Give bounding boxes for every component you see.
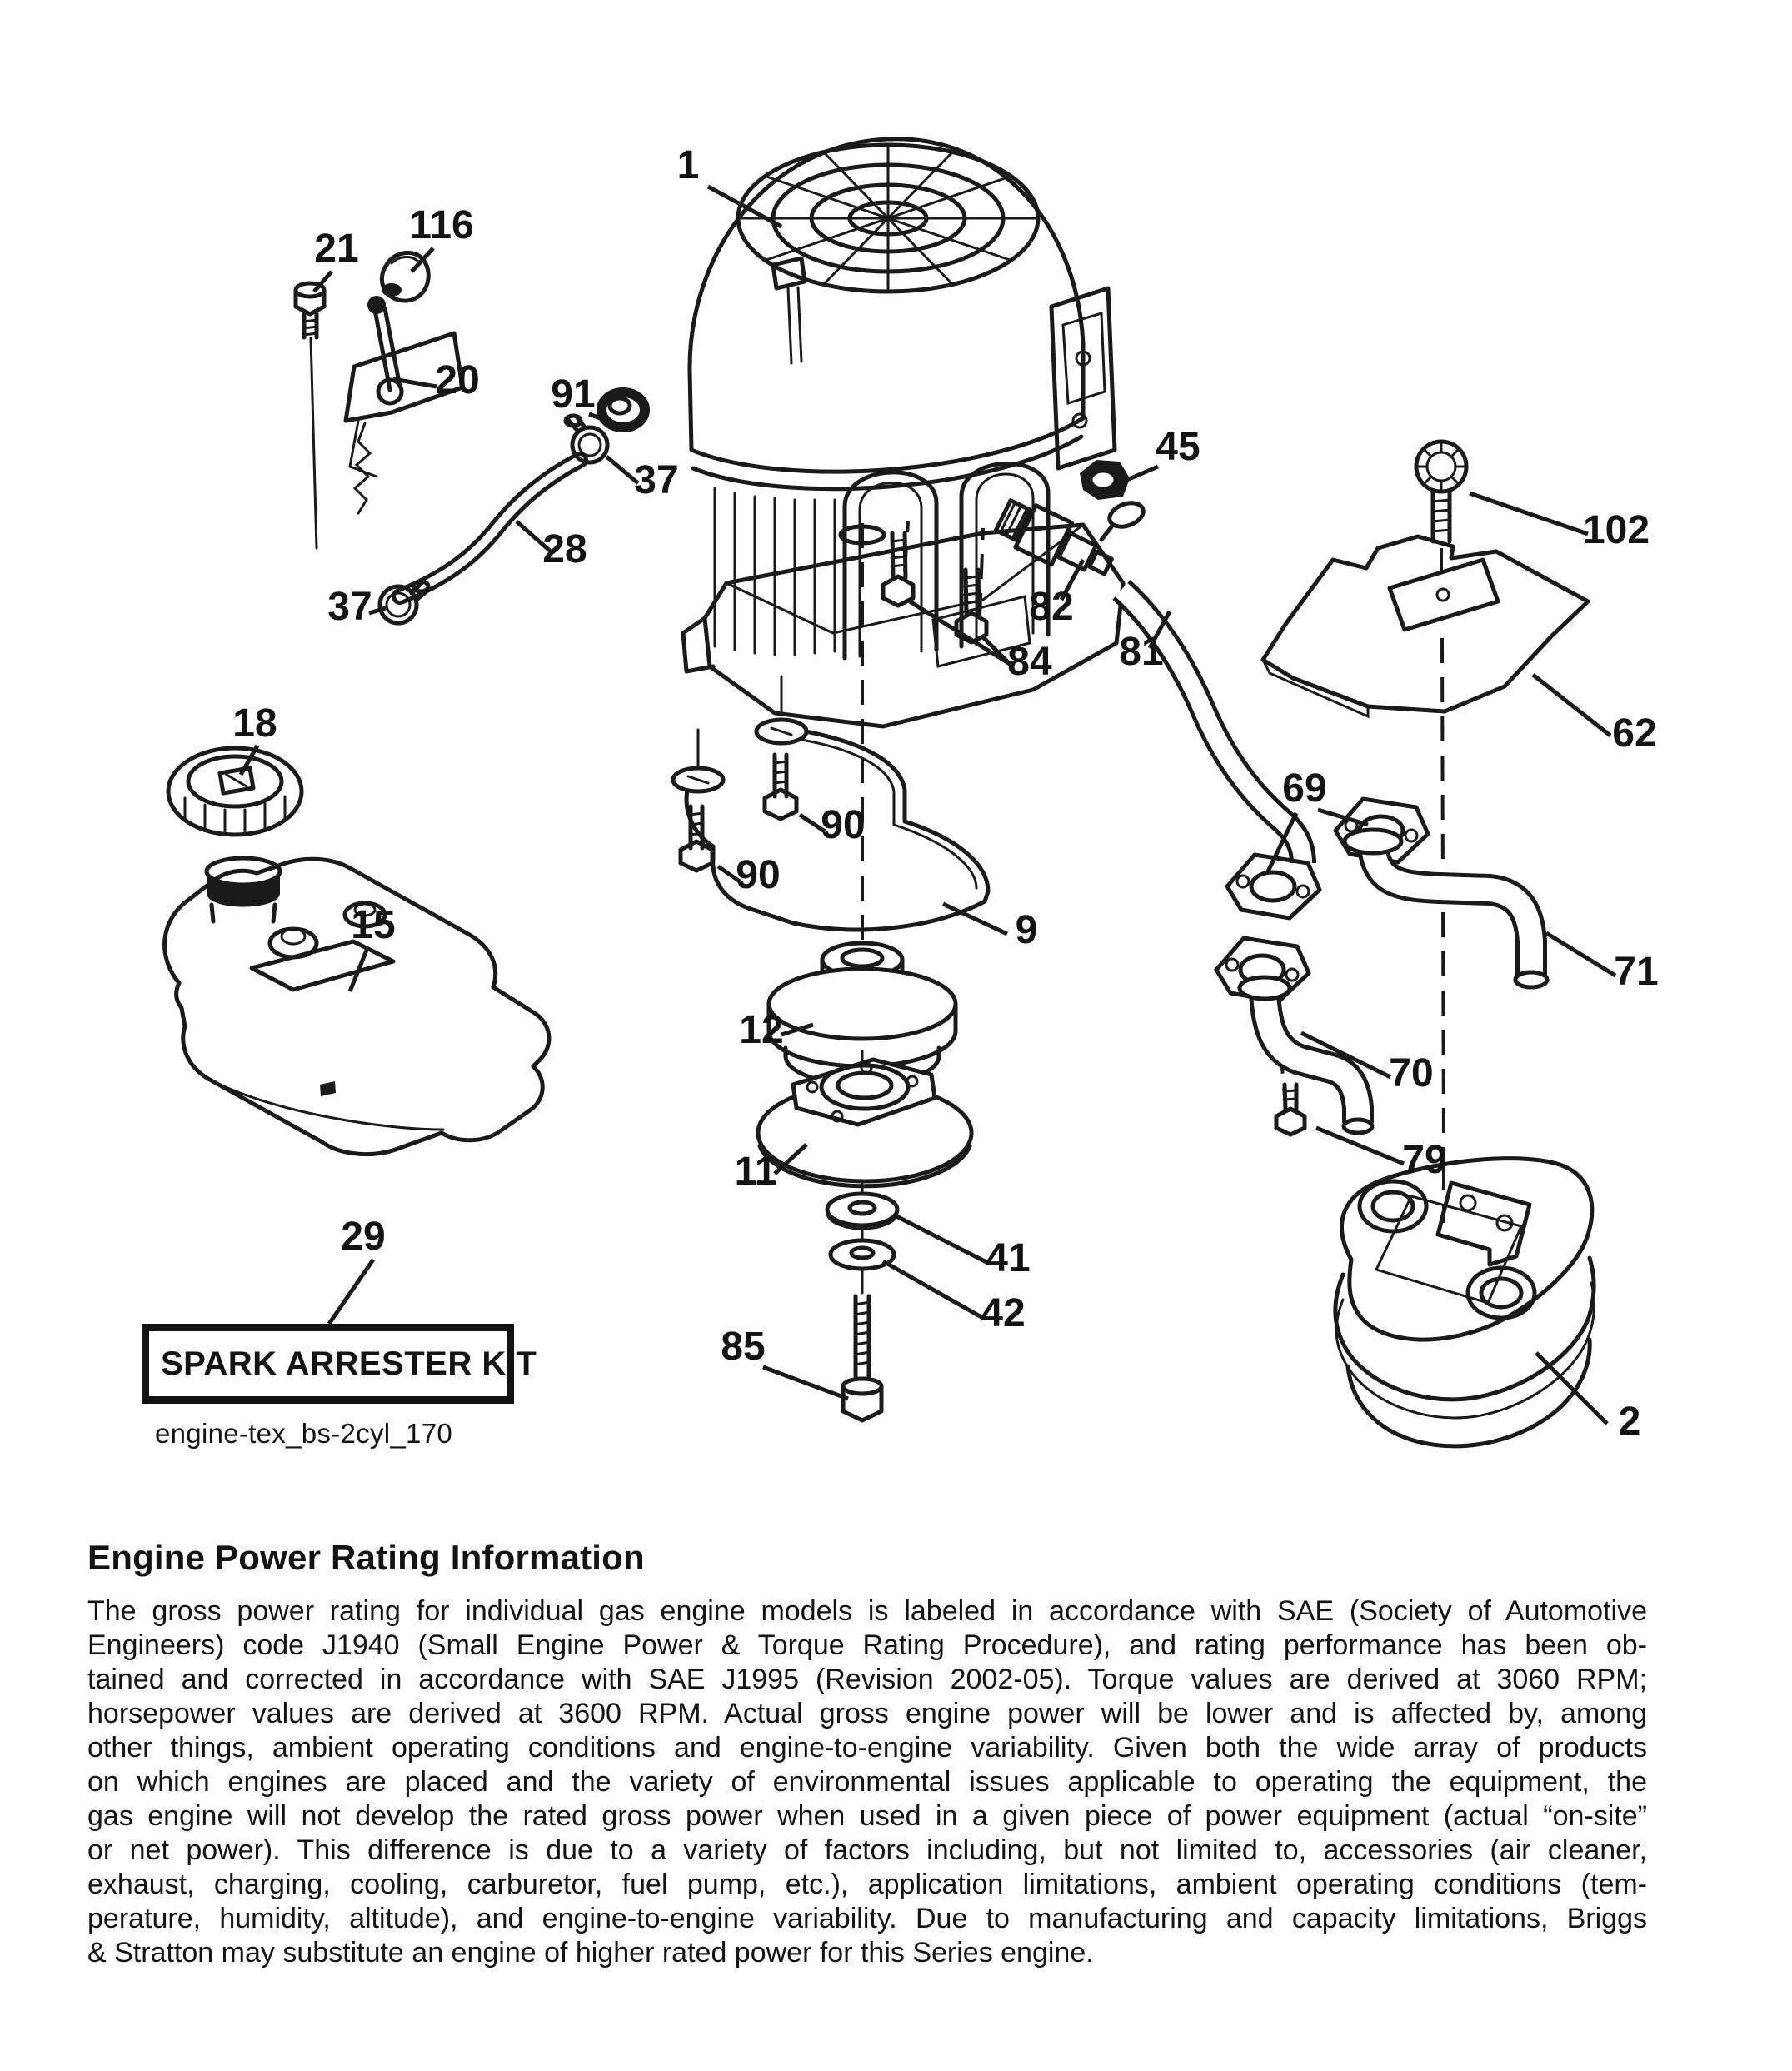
info-line: perature, humidity, altitude), and engine-to-engine variability. Due to manufacturing and capacity limitations, Briggs xyxy=(87,1903,1647,1934)
callout-bolts-84: 84 xyxy=(1007,640,1052,684)
info-line: on which engines are placed and the variety of environmental issues applicable to operating the equipment, the xyxy=(87,1766,1647,1798)
fuel-valve-illustration xyxy=(993,494,1146,587)
callout-exhaust-pipe-right: 71 xyxy=(1614,950,1659,994)
screw-102-illustration xyxy=(1416,442,1466,541)
bolt-85-illustration xyxy=(843,1296,881,1420)
info-body xyxy=(87,1594,1647,1970)
callout-bushing-91: 91 xyxy=(551,372,596,417)
callout-bolt-85: 85 xyxy=(721,1325,766,1369)
callout-bolt-79: 79 xyxy=(1402,1138,1447,1182)
washer-41-illustration xyxy=(827,1194,897,1229)
diagram-caption: engine-tex_bs-2cyl_170 xyxy=(155,1418,452,1449)
muffler-illustration xyxy=(1335,1159,1594,1446)
callout-muffler: 2 xyxy=(1618,1400,1641,1444)
callout-hose-81: 81 xyxy=(1119,630,1164,674)
callout-fuel-tank: 15 xyxy=(351,903,396,947)
exhaust-pipe-right-illustration xyxy=(1345,830,1547,987)
callout-fuel-line: 28 xyxy=(542,527,587,571)
callout-nut-45: 45 xyxy=(1156,425,1200,469)
callout-labels xyxy=(232,143,1658,1444)
callout-keeper-bracket: 9 xyxy=(1015,908,1038,952)
bolt-90b-illustration xyxy=(681,806,712,871)
clutch-illustration xyxy=(758,1060,971,1186)
gaskets-69-illustration xyxy=(1216,799,1428,1001)
callout-spark-arrester-kit: 29 xyxy=(341,1215,386,1259)
info-line: gas engine will not develop the rated gross power when used in a given piece of power equipment (actual “on-site” xyxy=(87,1800,1647,1832)
callout-fuel-cap: 18 xyxy=(232,701,277,746)
spark-arrester-kit-box xyxy=(142,1324,537,1404)
callout-clamp-upper: 37 xyxy=(634,458,679,502)
info-line: The gross power rating for individual gas engine models is labeled in accordance with SAE (Society of Automotive xyxy=(87,1595,1647,1627)
fuel-line-illustration xyxy=(380,416,607,623)
info-line: & Stratton may substitute an engine of higher rated power for this Series engine. xyxy=(87,1937,1094,1969)
callout-throttle-control: 20 xyxy=(435,358,480,402)
spark-arrester-kit-label: SPARK ARRESTER KIT xyxy=(161,1345,537,1382)
callout-bolt-90-upper: 90 xyxy=(821,803,866,847)
info-line: exhaust, charging, cooling, carburetor, fuel pump, etc.), application limitations, ambient operating conditions (tem- xyxy=(87,1869,1647,1900)
bolt-90a-illustration xyxy=(765,755,796,819)
info-heading: Engine Power Rating Information xyxy=(87,1538,645,1577)
info-line: or net power). This difference is due to a variety of factors including, but not limited to, accessories (air cleaner, xyxy=(87,1834,1647,1866)
throttle-control-illustration xyxy=(346,296,462,513)
callout-exhaust-pipe-left: 70 xyxy=(1389,1051,1434,1095)
exhaust-pipe-left-illustration xyxy=(1240,977,1372,1133)
callout-washer-42: 42 xyxy=(981,1291,1026,1335)
bolt-21-illustration xyxy=(296,283,324,337)
bolt-84b-illustration xyxy=(883,533,913,606)
nut-45-illustration xyxy=(1080,460,1130,500)
fuel-cap-illustration xyxy=(168,748,302,835)
callout-clutch: 11 xyxy=(734,1150,777,1194)
info-line: horsepower values are derived at 3600 RPM. Actual gross engine power will be lower and is affected by, among xyxy=(87,1698,1647,1729)
engine-illustration xyxy=(683,139,1123,726)
washer-42-illustration xyxy=(831,1240,894,1269)
callout-screw-102: 102 xyxy=(1582,508,1650,552)
heat-shield-illustration xyxy=(1263,536,1588,716)
callout-washer-41: 41 xyxy=(986,1236,1031,1280)
bolt-79-illustration xyxy=(1276,1085,1305,1135)
callout-bolt-90-lower: 90 xyxy=(736,853,781,897)
info-line: other things, ambient operating conditions and engine-to-engine variability. Given both the wide array of products xyxy=(87,1732,1647,1764)
callout-gaskets-69: 69 xyxy=(1282,766,1327,811)
callout-engine: 1 xyxy=(676,143,700,187)
callout-clamp-lower: 37 xyxy=(327,585,372,629)
info-line: tained and corrected in accordance with SAE J1995 (Revision 2002-05). Torque values are derived at 3060 RPM; xyxy=(87,1664,1647,1695)
callout-fuel-valve: 82 xyxy=(1029,585,1074,629)
callout-control-knob: 116 xyxy=(409,203,474,247)
callout-bolt-21: 21 xyxy=(314,227,359,271)
info-line: Engineers) code J1940 (Small Engine Power & Torque Rating Procedure), and rating performance has been ob- xyxy=(87,1629,1647,1661)
callout-heat-shield: 62 xyxy=(1612,711,1657,756)
callout-pulley: 12 xyxy=(739,1008,784,1052)
